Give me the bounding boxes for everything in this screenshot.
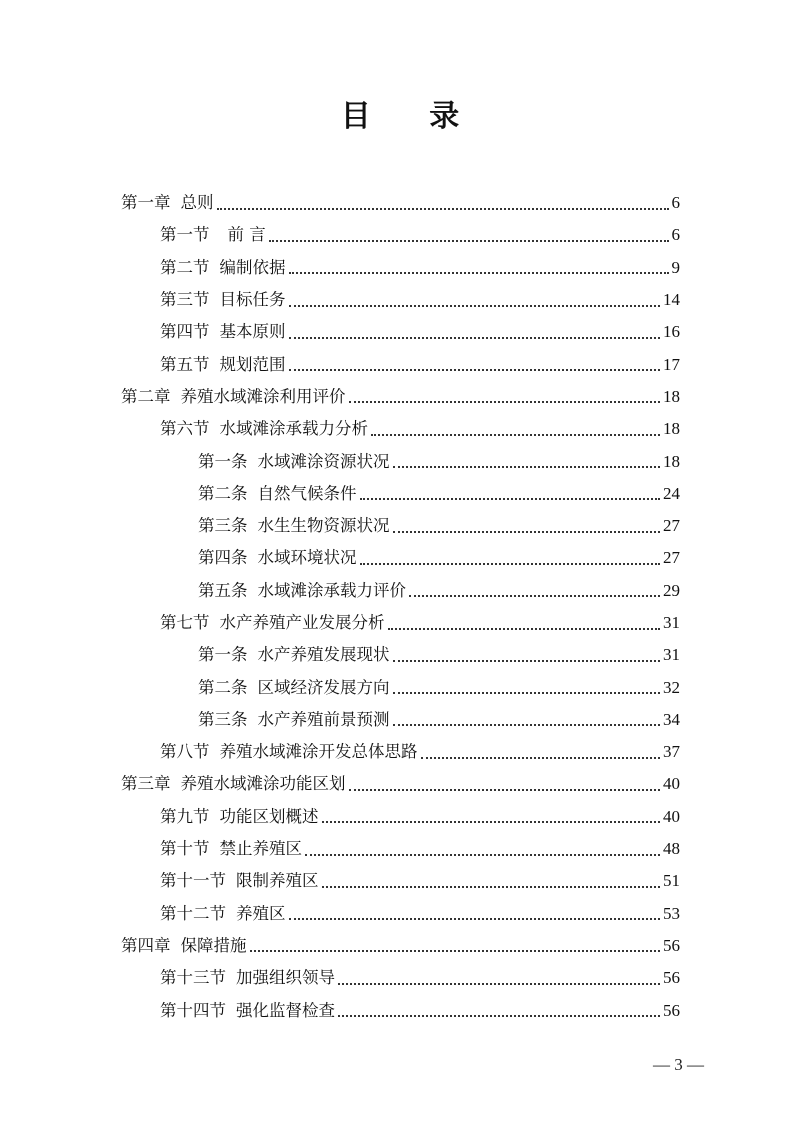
toc-entry-number: 第一章 xyxy=(121,193,171,213)
toc-entry-leader xyxy=(289,336,661,339)
toc-entry-title: 功能区划概述 xyxy=(219,806,319,826)
toc-entry-leader xyxy=(360,562,661,565)
toc-entry-page: 9 xyxy=(671,257,680,277)
toc-entry-number: 第十一节 xyxy=(160,871,226,891)
toc-entry-title: 加强组织领导 xyxy=(236,968,335,988)
toc-entry-page: 14 xyxy=(663,290,680,310)
toc-entry-page: 53 xyxy=(663,903,680,923)
toc-entry-page: 18 xyxy=(663,451,680,471)
toc-entry-title: 水域环境状况 xyxy=(257,548,357,568)
toc-entry-leader xyxy=(393,530,661,533)
toc-entry[interactable] xyxy=(0,736,800,768)
toc-entry-title: 水产养殖前景预测 xyxy=(257,709,390,729)
toc-entry[interactable] xyxy=(0,607,800,639)
toc-entry-page: 56 xyxy=(663,968,680,988)
toc-entry-number: 第十三节 xyxy=(160,968,226,988)
toc-entry-leader xyxy=(393,659,661,662)
toc-entry[interactable] xyxy=(0,348,800,380)
toc-entry[interactable] xyxy=(0,542,800,574)
toc-entry-leader xyxy=(289,304,661,307)
toc-entry-number: 第一条 xyxy=(198,451,248,471)
toc-entry-title: 禁止养殖区 xyxy=(219,839,302,859)
toc-entry[interactable] xyxy=(0,252,800,284)
toc-entry-title: 水域滩涂承载力评价 xyxy=(257,580,406,600)
toc-entry-page: 40 xyxy=(663,806,680,826)
toc-entry[interactable] xyxy=(0,704,800,736)
toc-entry[interactable] xyxy=(0,833,800,865)
toc-entry-number: 第十二节 xyxy=(160,903,226,923)
toc-entry-title: 水域滩涂承载力分析 xyxy=(219,419,368,439)
toc-entry[interactable] xyxy=(0,898,800,930)
toc-entry-title: 区域经济发展方向 xyxy=(257,677,390,697)
toc-entry-page: 34 xyxy=(663,709,680,729)
toc-entry-page: 31 xyxy=(663,645,680,665)
toc-entry-leader xyxy=(349,788,661,791)
toc-entry-title: 编制依据 xyxy=(219,257,286,277)
toc-entry-leader xyxy=(289,271,669,274)
toc-entry-number: 第二节 xyxy=(160,257,210,277)
toc-title: 目 录 xyxy=(340,99,484,134)
toc-entry-number: 第十节 xyxy=(160,839,210,859)
toc-entry-number: 第二条 xyxy=(198,483,248,503)
toc-entry-page: 37 xyxy=(663,742,680,762)
toc-entry[interactable] xyxy=(0,413,800,445)
toc-entry-title: 养殖水域滩涂利用评价 xyxy=(180,386,346,406)
toc-entry-page: 24 xyxy=(663,483,680,503)
toc-entry-page: 18 xyxy=(663,386,680,406)
toc-entry-page: 56 xyxy=(663,1000,680,1020)
toc-entry-page: 31 xyxy=(663,613,680,632)
toc-entry-title: 水生生物资源状况 xyxy=(257,516,390,536)
toc-entry-leader xyxy=(371,433,660,436)
toc-entry-title: 水域滩涂资源状况 xyxy=(257,451,390,471)
toc-entry[interactable] xyxy=(0,316,800,348)
toc-entry-leader xyxy=(338,1014,660,1017)
toc-entry-page: 56 xyxy=(663,935,680,955)
toc-entry-number: 第三节 xyxy=(160,290,210,310)
toc-entry-title: 养殖水域滩涂功能区划 xyxy=(180,774,346,794)
toc-entry-title: 水产养殖产业发展分析 xyxy=(219,613,385,632)
toc-entry-number: 第二章 xyxy=(121,386,171,406)
toc-entry-leader xyxy=(322,820,661,823)
toc-entry[interactable] xyxy=(0,445,800,477)
toc-entry-page: 6 xyxy=(671,225,680,245)
toc-entry-number: 第四节 xyxy=(160,322,210,342)
toc-entry-title: 养殖水域滩涂开发总体思路 xyxy=(219,742,418,762)
toc-entry-page: 29 xyxy=(663,580,680,600)
toc-entry-page: 27 xyxy=(663,548,680,568)
toc-entry-number: 第五节 xyxy=(160,354,210,374)
toc-entry-title: 水产养殖发展现状 xyxy=(257,645,390,665)
toc-entry-leader xyxy=(269,239,669,242)
toc-entry-number: 第三条 xyxy=(198,709,248,729)
toc-entry[interactable] xyxy=(0,575,800,607)
toc-entry[interactable] xyxy=(0,801,800,833)
toc-entry-title: 限制养殖区 xyxy=(236,871,319,891)
toc-entry-page: 17 xyxy=(663,354,680,374)
toc-entry-title: 基本原则 xyxy=(219,322,286,342)
toc-entry-title: 养殖区 xyxy=(236,903,286,923)
toc-entry-page: 27 xyxy=(663,516,680,536)
toc-entry-number: 第七节 xyxy=(160,613,210,632)
toc-entry-number: 第四章 xyxy=(121,935,171,955)
toc-entry-number: 第九节 xyxy=(160,806,210,826)
toc-entry-number: 第一条 xyxy=(198,645,248,665)
toc-entry[interactable] xyxy=(0,639,800,671)
toc-entry[interactable] xyxy=(0,284,800,316)
toc-entry-title: 强化监督检查 xyxy=(236,1000,335,1020)
toc-list xyxy=(0,187,800,1027)
toc-entry-leader xyxy=(217,207,669,210)
toc-entry-number: 第三章 xyxy=(121,774,171,794)
toc-entry-leader xyxy=(322,885,661,888)
toc-entry-page: 16 xyxy=(663,322,680,342)
toc-entry-number: 第十四节 xyxy=(160,1000,226,1020)
toc-entry-page: 40 xyxy=(663,774,680,794)
toc-entry-page: 32 xyxy=(663,677,680,697)
toc-entry-leader xyxy=(289,917,661,920)
toc-entry-leader xyxy=(409,594,660,597)
toc-entry-leader xyxy=(338,982,660,985)
toc-entry-title: 前 言 xyxy=(227,225,266,245)
toc-entry-leader xyxy=(388,627,661,630)
toc-entry[interactable] xyxy=(0,865,800,897)
toc-entry-number: 第一节 xyxy=(160,225,210,245)
toc-entry[interactable] xyxy=(0,219,800,251)
toc-entry-number: 第四条 xyxy=(198,548,248,568)
toc-entry-page: 48 xyxy=(663,839,680,859)
toc-entry[interactable] xyxy=(0,994,800,1026)
toc-entry-leader xyxy=(393,465,661,468)
toc-entry-title: 保障措施 xyxy=(180,935,247,955)
toc-entry-leader xyxy=(393,723,661,726)
toc-entry-page: 6 xyxy=(671,193,680,213)
toc-entry-number: 第六节 xyxy=(160,419,210,439)
toc-entry[interactable] xyxy=(0,671,800,703)
toc-entry[interactable] xyxy=(0,478,800,510)
toc-entry-title: 自然气候条件 xyxy=(257,483,357,503)
toc-entry[interactable] xyxy=(0,381,800,413)
toc-entry[interactable] xyxy=(0,187,800,219)
toc-entry-page: 18 xyxy=(663,419,680,439)
toc-entry[interactable] xyxy=(0,510,800,542)
toc-entry-leader xyxy=(421,756,661,759)
toc-entry-leader xyxy=(393,691,661,694)
toc-entry[interactable] xyxy=(0,768,800,800)
toc-entry-leader xyxy=(289,368,661,371)
toc-entry-leader xyxy=(349,400,661,403)
toc-entry[interactable] xyxy=(0,930,800,962)
page-number-footer: — 3 — xyxy=(653,1055,704,1074)
toc-entry-number: 第三条 xyxy=(198,516,248,536)
toc-entry-page: 51 xyxy=(663,871,680,891)
toc-entry-leader xyxy=(305,853,660,856)
toc-entry-title: 总则 xyxy=(180,193,214,213)
toc-entry-number: 第八节 xyxy=(160,742,210,762)
toc-entry[interactable] xyxy=(0,962,800,994)
toc-entry-number: 第二条 xyxy=(198,677,248,697)
toc-entry-title: 规划范围 xyxy=(219,354,286,374)
toc-entry-leader xyxy=(250,949,661,952)
toc-entry-leader xyxy=(360,497,661,500)
toc-entry-number: 第五条 xyxy=(198,580,248,600)
toc-entry-title: 目标任务 xyxy=(219,290,286,310)
